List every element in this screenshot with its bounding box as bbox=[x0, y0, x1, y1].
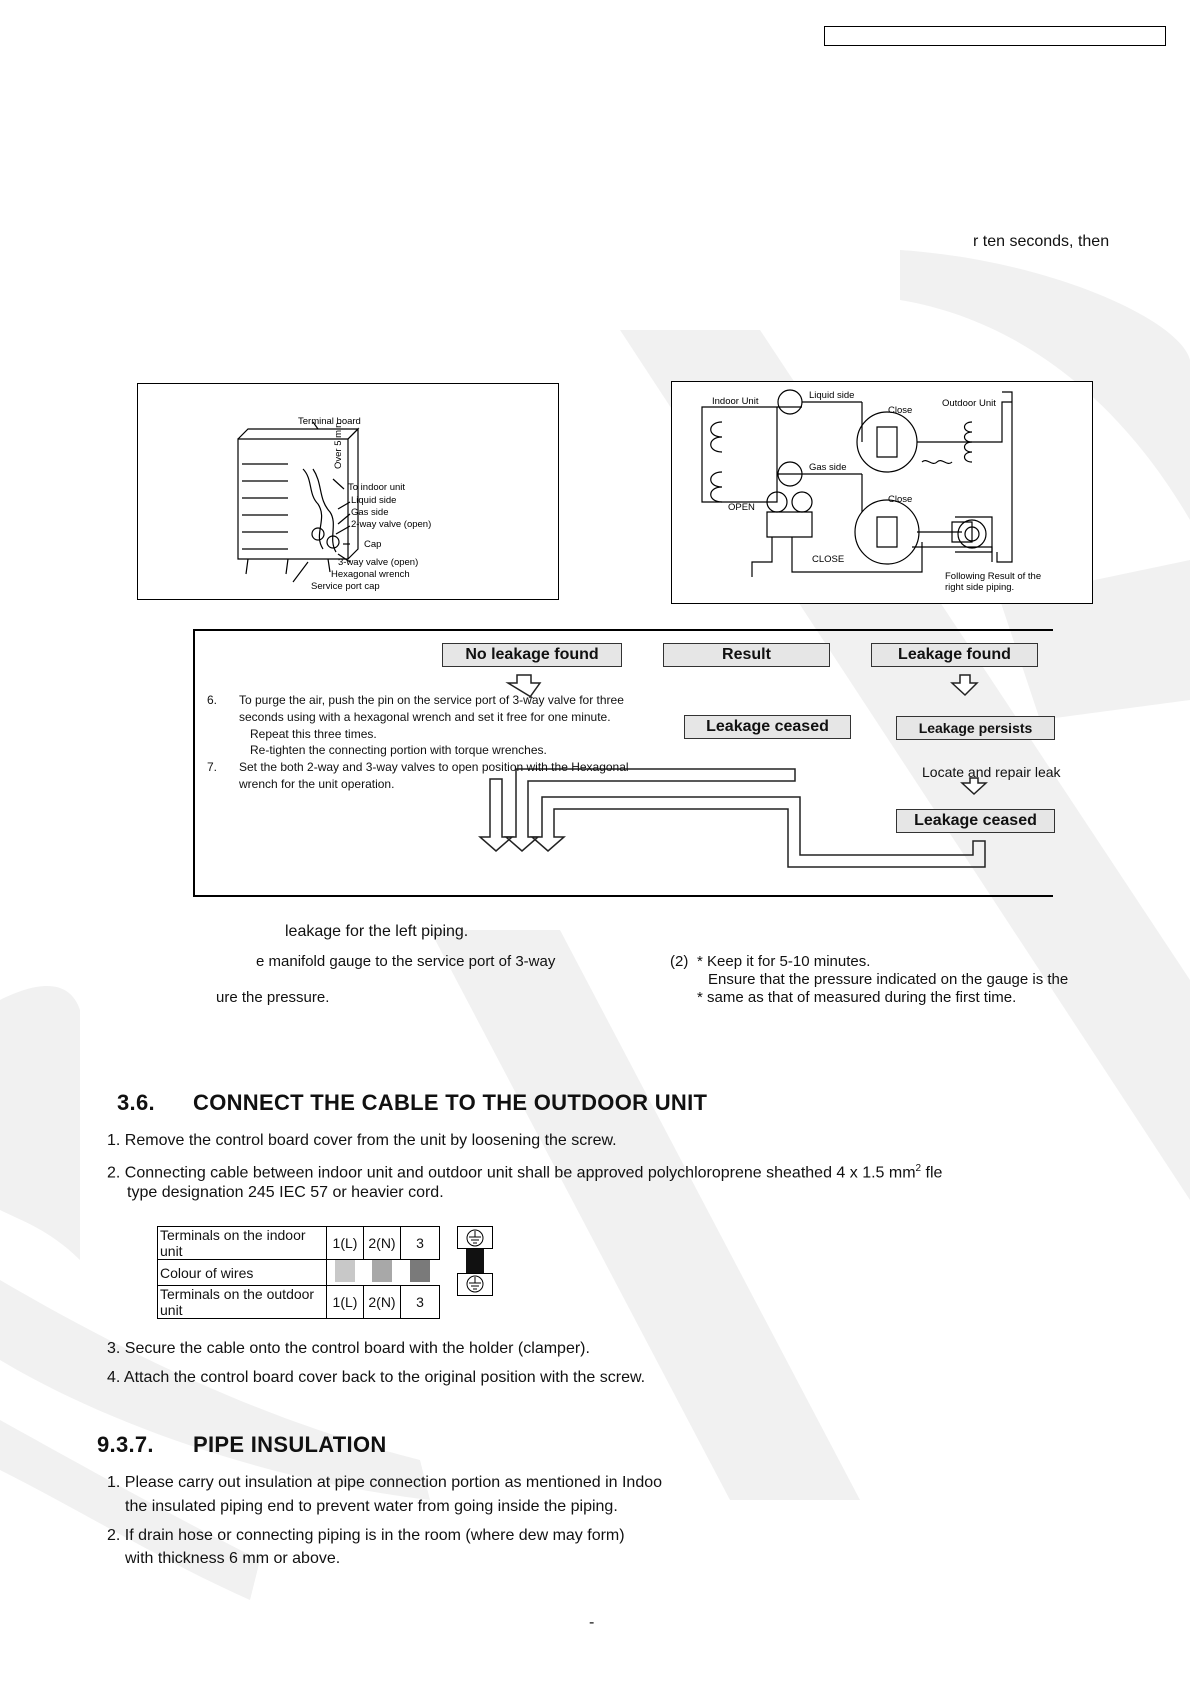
box-result: Result bbox=[663, 643, 830, 667]
label-liquid-side: Liquid side bbox=[351, 495, 397, 506]
left-piping-title: leakage for the left piping. bbox=[285, 923, 469, 940]
section-36-number: 3.6. bbox=[117, 1090, 155, 1115]
left-piping-item1-line1: e manifold gauge to the service port of 3-way bbox=[256, 953, 556, 970]
wiring-outdoor-t1: 1(L) bbox=[327, 1286, 364, 1319]
label-3way: 3-way valve (open) bbox=[338, 557, 419, 568]
piping-diagram-drawing bbox=[672, 382, 1092, 603]
box-leakage-persists: Leakage persists bbox=[896, 716, 1055, 740]
step6-number: 6. bbox=[207, 693, 218, 707]
section-937-item2-line1: 2. If drain hose or connecting piping is in the room (where dew may form) bbox=[107, 1527, 625, 1544]
section-36-item2-line2: type designation 245 IEC 57 or heavier cord. bbox=[127, 1184, 444, 1201]
step6-line2: seconds using with a hexagonal wrench and set it free for one minute. bbox=[239, 710, 611, 724]
wiring-table bbox=[157, 1226, 440, 1319]
wiring-indoor-t1: 1(L) bbox=[327, 1227, 364, 1260]
box-leakage-found: Leakage found bbox=[871, 643, 1038, 667]
label-gas-side: Gas side bbox=[809, 462, 847, 473]
section-937-title: PIPE INSULATION bbox=[193, 1432, 387, 1457]
wiring-colour-label: Colour of wires bbox=[158, 1260, 327, 1286]
section-937-item1-line1: 1. Please carry out insulation at pipe connection portion as mentioned in Indoo bbox=[107, 1474, 663, 1491]
page-footer: - bbox=[589, 1614, 595, 1631]
wire-color-3 bbox=[410, 1260, 430, 1282]
wiring-row-outdoor bbox=[158, 1286, 440, 1319]
step6-line4: Re-tighten the connecting portion with torque wrenches. bbox=[250, 743, 547, 757]
section-937-item2-line2: with thickness 6 mm or above. bbox=[125, 1550, 341, 1567]
wiring-outdoor-t3: 3 bbox=[401, 1286, 440, 1319]
left-piping-item2-line2: Ensure that the pressure indicated on the gauge is the bbox=[708, 971, 1069, 988]
label-outdoor-unit: Outdoor Unit bbox=[942, 398, 996, 409]
box-leakage-ceased-mid: Leakage ceased bbox=[684, 715, 851, 739]
section-36-item2-tail: fle bbox=[921, 1164, 943, 1182]
step7-number: 7. bbox=[207, 760, 218, 774]
wiring-row-indoor bbox=[158, 1227, 440, 1260]
wiring-outdoor-t2: 2(N) bbox=[364, 1286, 401, 1319]
label-over-5min: Over 5 min bbox=[333, 422, 344, 469]
label-open: OPEN bbox=[728, 502, 755, 513]
label-gas-side: Gas side bbox=[351, 507, 389, 518]
wire-color-1 bbox=[335, 1260, 355, 1282]
left-piping-item2-number: (2) bbox=[670, 953, 689, 970]
left-piping-item2-line3: * same as that of measured during the first time. bbox=[697, 989, 1017, 1006]
left-piping-item2-line1: * Keep it for 5-10 minutes. bbox=[697, 953, 871, 970]
section-36-item2 bbox=[107, 1158, 942, 1184]
outdoor-unit-drawing bbox=[138, 384, 558, 599]
wiring-indoor-label: Terminals on the indoor unit bbox=[158, 1227, 327, 1260]
section-937-item1-line2: the insulated piping end to prevent water from going inside the piping. bbox=[125, 1498, 618, 1515]
label-hex-wrench: Hexagonal wrench bbox=[331, 569, 410, 580]
leak-test-flowchart bbox=[193, 629, 1061, 897]
piping-diagram-figure bbox=[671, 381, 1093, 604]
label-service-cap: Service port cap bbox=[311, 581, 380, 592]
section-36-item3: 3. Secure the cable onto the control board with the holder (clamper). bbox=[107, 1340, 590, 1357]
label-terminal-board: Terminal board bbox=[298, 416, 361, 427]
step7-line2: wrench for the unit operation. bbox=[239, 777, 395, 791]
step7-line1: Set the both 2-way and 3-way valves to open position with the Hexagonal bbox=[239, 760, 629, 774]
section-36-item2-sup: 2 bbox=[915, 1163, 922, 1174]
wiring-indoor-t3: 3 bbox=[401, 1227, 440, 1260]
box-leakage-ceased-right: Leakage ceased bbox=[896, 809, 1055, 833]
outdoor-unit-figure bbox=[137, 383, 559, 600]
section-36-item2-text: 2. Connecting cable between indoor unit and outdoor unit shall be approved polychloroprene sheathed 4 x 1.5 mm bbox=[107, 1164, 916, 1182]
section-36-title: CONNECT THE CABLE TO THE OUTDOOR UNIT bbox=[193, 1090, 708, 1115]
step6-line1: To purge the air, push the pin on the service port of 3-way valve for three bbox=[239, 693, 624, 707]
label-liquid-side: Liquid side bbox=[809, 390, 855, 401]
label-2way: 2-way valve (open) bbox=[351, 519, 432, 530]
label-following-1: Following Result of the bbox=[945, 571, 1042, 582]
wiring-row-colour bbox=[158, 1260, 440, 1286]
wire-color-2 bbox=[372, 1260, 392, 1282]
section-36-item1: 1. Remove the control board cover from the unit by loosening the screw. bbox=[107, 1132, 617, 1149]
earth-symbols bbox=[457, 1226, 493, 1296]
label-close-2: Close bbox=[888, 494, 913, 505]
label-to-indoor: To indoor unit bbox=[348, 482, 406, 493]
box-no-leakage: No leakage found bbox=[442, 643, 622, 667]
label-close-1: Close bbox=[888, 405, 913, 416]
label-following-2: right side piping. bbox=[945, 582, 1015, 593]
wiring-outdoor-label: Terminals on the outdoor unit bbox=[158, 1286, 327, 1319]
locate-repair-text: Locate and repair leak bbox=[922, 764, 1061, 780]
label-indoor-unit: Indoor Unit bbox=[712, 396, 759, 407]
section-937-number: 9.3.7. bbox=[97, 1432, 154, 1457]
label-close-3: CLOSE bbox=[812, 554, 845, 565]
earth-column bbox=[457, 1226, 493, 1296]
wiring-indoor-t2: 2(N) bbox=[364, 1227, 401, 1260]
intro-text: r ten seconds, then bbox=[973, 233, 1110, 250]
section-36-item4: 4. Attach the control board cover back to the original position with the screw. bbox=[107, 1369, 646, 1386]
label-cap: Cap bbox=[364, 539, 382, 550]
header-box bbox=[824, 26, 1166, 46]
step6-line3: Repeat this three times. bbox=[250, 727, 377, 741]
left-piping-item1-line2: ure the pressure. bbox=[216, 989, 330, 1006]
